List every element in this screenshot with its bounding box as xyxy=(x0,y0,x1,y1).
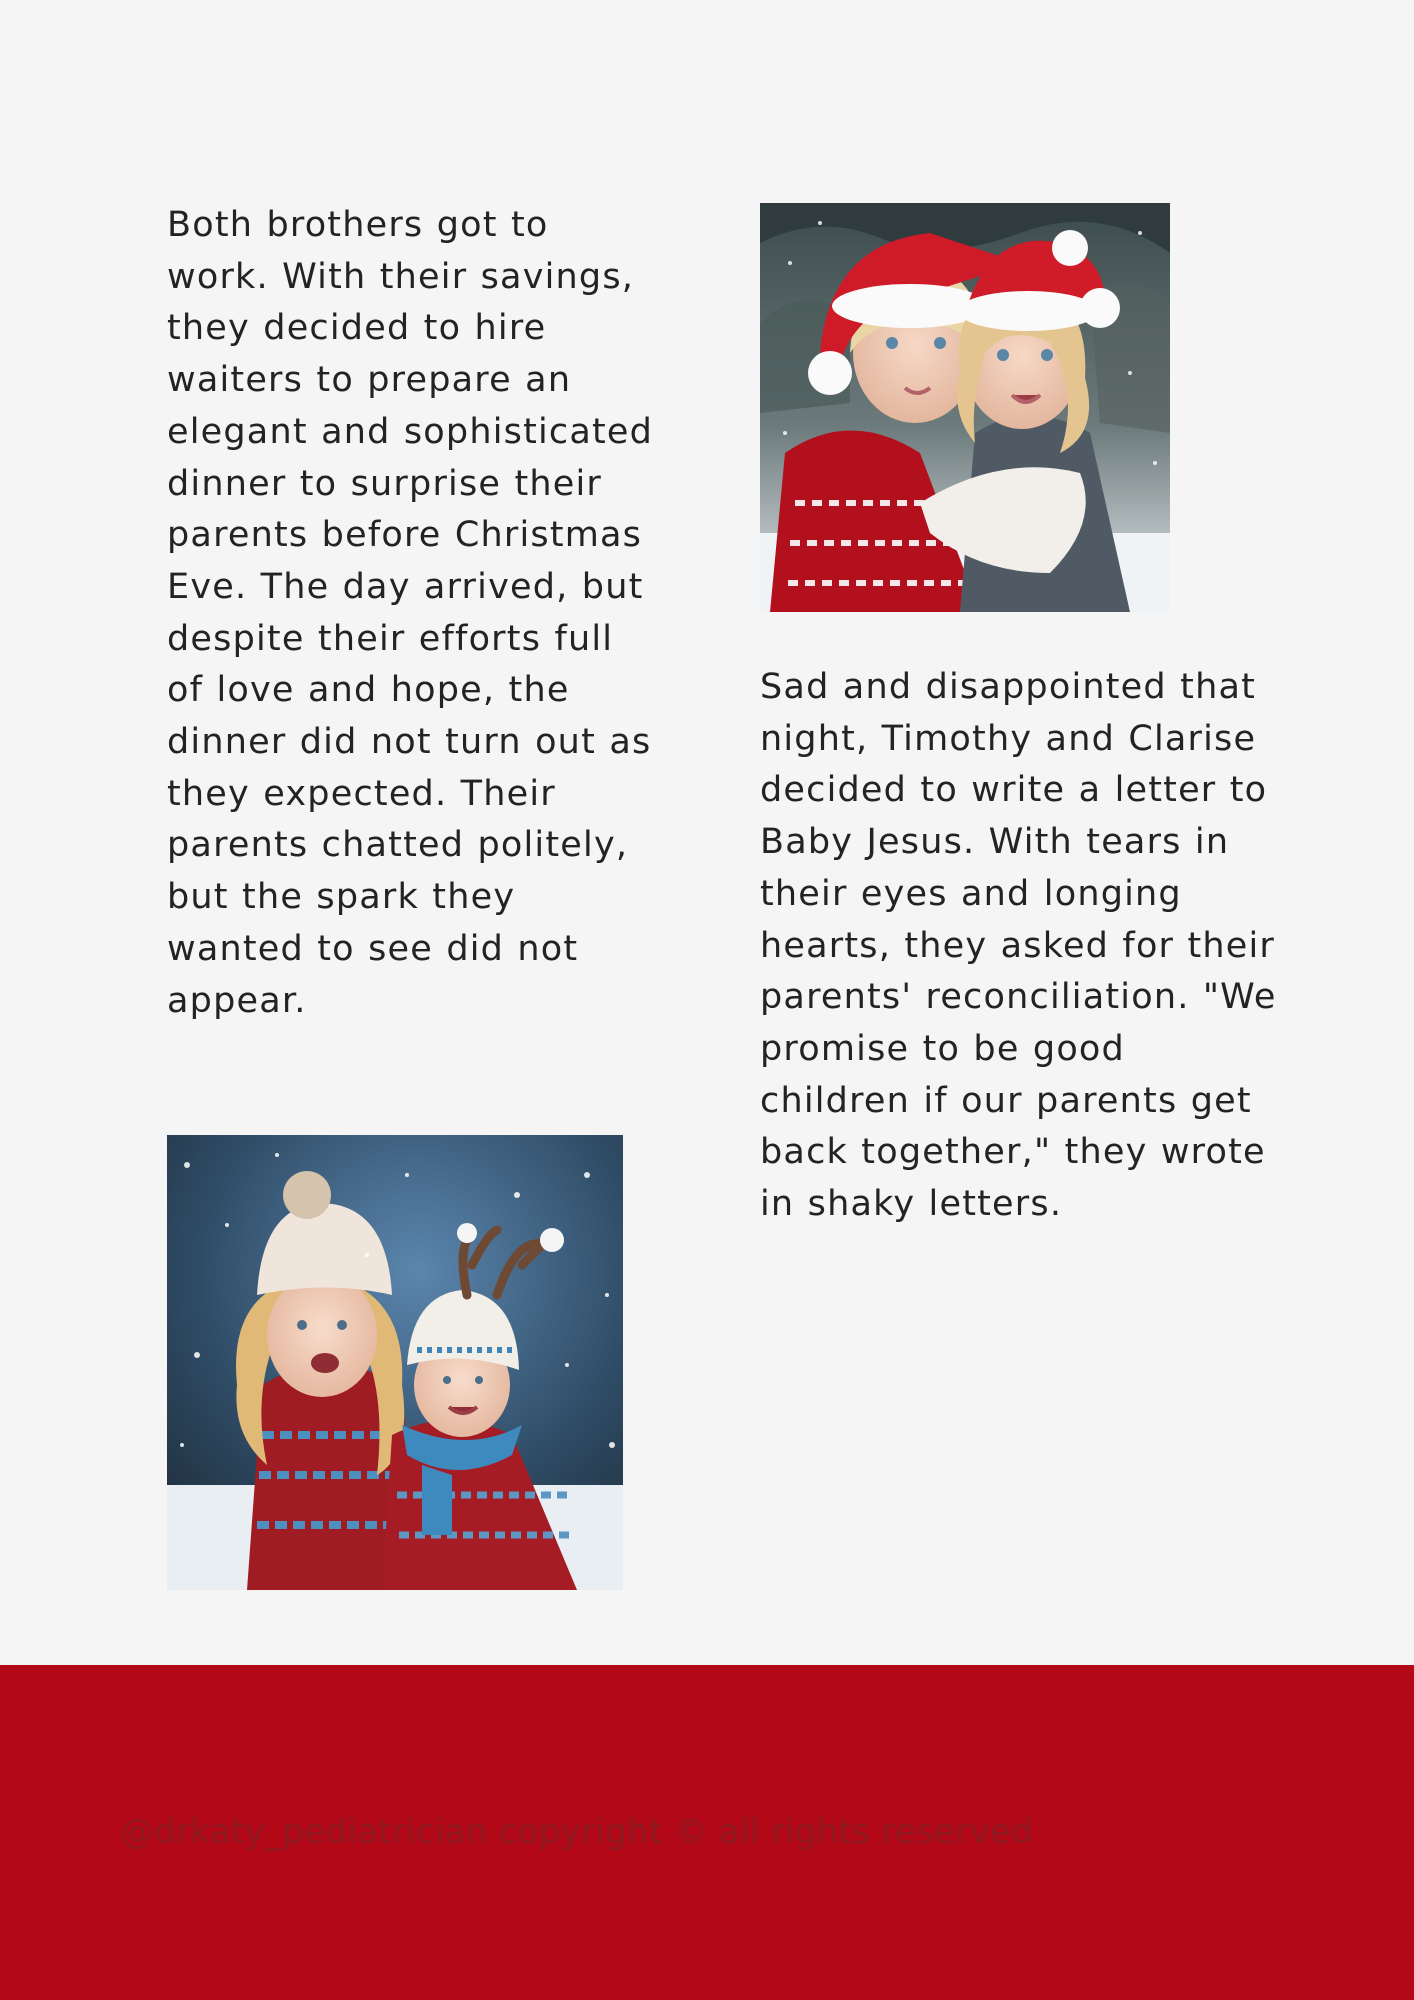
winter-children-photo xyxy=(167,1135,623,1590)
copyright-notice: @drkaty_pediatrician copyright © all rights reserved xyxy=(120,1812,1034,1852)
story-paragraph-left: Both brothers got to work. With their savings, they decided to hire waiters to prepare an elegant and sophisticated dinner to surprise their parents before Christmas Eve. The day arrived, but despite their efforts full of love and hope, the dinner did not turn out as they expected. Their parents chatted politely, but the spark they wanted to see did not appear. xyxy=(167,205,654,1021)
story-paragraph-right: Sad and disappointed that night, Timothy and Clarise decided to write a letter to Baby Jesus. With tears in their eyes and longing hearts, they asked for their parents' reconciliation. "We promise to be good children if our parents get back together," they wrote in shaky letters. xyxy=(760,667,1277,1225)
santa-hat-children-photo xyxy=(760,203,1170,612)
